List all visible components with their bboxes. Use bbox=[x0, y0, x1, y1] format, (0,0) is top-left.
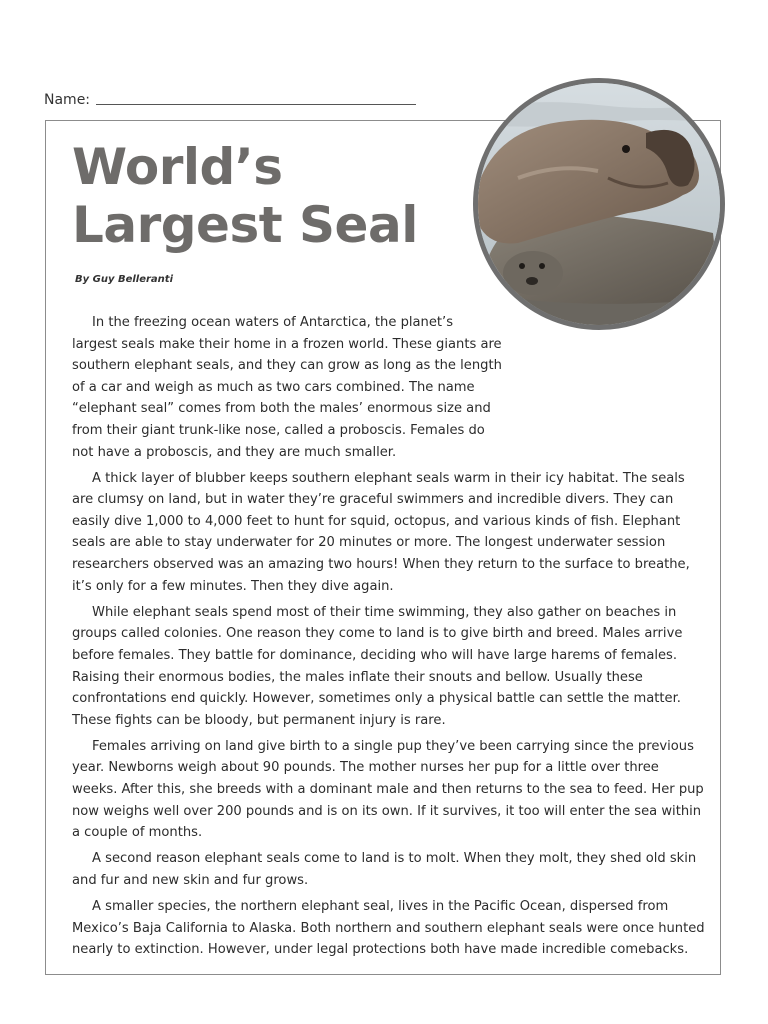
article-paragraph: In the freezing ocean waters of Antarctica, the planet’s largest seals make their home in a frozen world. These giants are southern elephant seals, and they can grow as long as the length of a car and weigh as much as two cars combined. The name “elephant seal” comes from both the males’ enormous size and from their giant trunk-like nose, called a proboscis. Females do not have a proboscis, and they are much smaller. bbox=[72, 315, 502, 460]
title-line-2: Largest Seal bbox=[72, 196, 418, 254]
article-body bbox=[72, 312, 708, 965]
article-title bbox=[72, 138, 418, 254]
article-paragraph: A thick layer of blubber keeps southern elephant seals warm in their icy habitat. The seals are clumsy on land, but in water they’re graceful swimmers and incredible divers. They can easily dive 1,000 to 4,000 feet to hunt for squid, octopus, and various kinds of fish. Elephant seals are able to stay underwater for 20 minutes or more. The longest underwater session researchers observed was an amazing two hours! When they return to the surface to breathe, it’s only for a few minutes. Then they dive again. bbox=[72, 470, 690, 594]
elephant-seal-photo bbox=[473, 78, 725, 330]
title-line-1: World’s bbox=[72, 138, 283, 196]
byline: By Guy Belleranti bbox=[75, 274, 173, 285]
name-field[interactable] bbox=[44, 88, 416, 108]
name-write-line[interactable] bbox=[96, 104, 416, 105]
article-paragraph: A smaller species, the northern elephant seal, lives in the Pacific Ocean, dispersed from Mexico’s Baja California to Alaska. Both northern and southern elephant seals were once hunted nearly to extinction. However, under legal protections both have made incredible comebacks. bbox=[72, 898, 705, 958]
article-paragraph: Females arriving on land give birth to a single pup they’ve been carrying since the previous year. Newborns weigh about 90 pounds. The mother nurses her pup for a little over three weeks. After this, she breeds with a dominant male and then returns to the sea to feed. Her pup now weighs well over 200 pounds and is on its own. If it survives, it too will enter the sea within a couple of months. bbox=[72, 738, 704, 841]
article-paragraph: A second reason elephant seals come to land is to molt. When they molt, they shed old skin and fur and new skin and fur grows. bbox=[72, 851, 697, 888]
seal-illustration bbox=[478, 83, 720, 325]
article-paragraph: While elephant seals spend most of their time swimming, they also gather on beaches in groups called colonies. One reason they come to land is to give birth and breed. Males arrive before females. They battle for dominance, deciding who will have large harems of females. Raising their enormous bodies, the males inflate their snouts and bellow. Usually these confrontations end quickly. However, sometimes only a physical battle can settle the matter. These fights can be bloody, but permanent injury is rare. bbox=[72, 604, 683, 728]
name-label: Name: bbox=[44, 92, 91, 108]
